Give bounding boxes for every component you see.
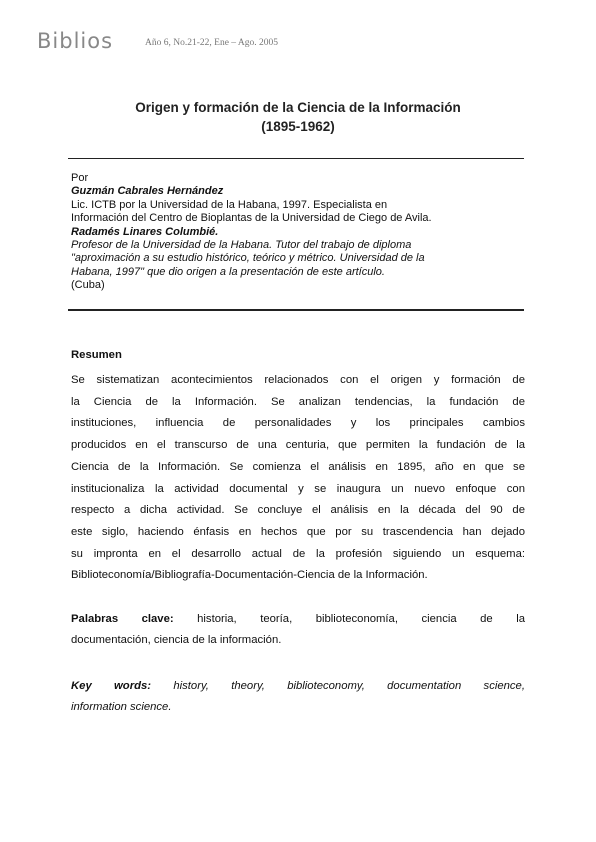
abstract-line: su impronta en el desarrollo actual de la profesión siguiendo un esquema: bbox=[71, 547, 525, 560]
title-line-2: (1895-1962) bbox=[261, 119, 335, 134]
title-line-1: Origen y formación de la Ciencia de la Información bbox=[135, 100, 461, 115]
journal-logo: Biblios bbox=[37, 29, 114, 53]
author-2-name: Radamés Linares Columbié. bbox=[71, 225, 219, 238]
abstract-heading: Resumen bbox=[71, 349, 122, 361]
abstract-line: Ciencia de la Información. Se comienza el análisis en 1895, año en que se bbox=[71, 460, 525, 473]
keywords-en-terms-2: information science. bbox=[71, 701, 172, 713]
abstract-line: producidos en el transcurso de una centuria, que permiten la fundación de la bbox=[71, 439, 525, 452]
abstract-line: Se sistematizan acontecimientos relacionados con el origen y formación de bbox=[71, 374, 525, 386]
keywords-spanish bbox=[71, 609, 525, 651]
country: (Cuba) bbox=[71, 279, 105, 292]
author-2-bio-line-1: Profesor de la Universidad de la Habana. Tutor del trabajo de diploma bbox=[71, 239, 412, 252]
keywords-en-terms-1: history, theory, biblioteconomy, documentation science, bbox=[151, 680, 525, 692]
abstract-line: respecto a dicha actividad. Se concluye el análisis en la década del 90 de bbox=[71, 504, 525, 517]
keywords-es-terms-2: documentación, ciencia de la información. bbox=[71, 634, 282, 646]
author-2-bio-line-2: "aproximación a su estudio histórico, teórico y métrico. Universidad de la bbox=[71, 252, 425, 265]
keywords-en-label: Key words: bbox=[71, 680, 152, 692]
top-divider bbox=[68, 158, 524, 159]
author-1-name: Guzmán Cabrales Hernández bbox=[71, 185, 224, 198]
abstract-text bbox=[71, 370, 525, 587]
abstract-line: institucionaliza la actividad documental y se inaugura un nuevo enfoque con bbox=[71, 482, 525, 495]
keywords-english bbox=[71, 676, 525, 718]
keywords-en-line-1 bbox=[71, 676, 525, 697]
keywords-es-terms-1: historia, teoría, biblioteconomía, ciencia de la bbox=[173, 613, 525, 625]
abstract-line: la Ciencia de la Información. Se analizan tendencias, la fundación de bbox=[71, 395, 525, 408]
keywords-es-line-1 bbox=[71, 609, 525, 630]
article-title bbox=[60, 98, 536, 136]
bottom-divider bbox=[68, 309, 524, 311]
abstract-line: instituciones, influencia de personalidades y los principales cambios bbox=[71, 417, 525, 430]
author-1-bio-line-2: Información del Centro de Bioplantas de la Universidad de Ciego de Avila. bbox=[71, 212, 432, 225]
keywords-es-label: Palabras clave: bbox=[71, 613, 174, 625]
abstract-line: este siglo, haciendo énfasis en hechos que por su trascendencia han dejado bbox=[71, 525, 525, 538]
abstract-line: Biblioteconomía/Bibliografía-Documentación-Ciencia de la Información. bbox=[71, 569, 428, 582]
issue-info: Año 6, No.21-22, Ene – Ago. 2005 bbox=[145, 38, 278, 48]
author-2-bio-line-3: Habana, 1997" que dio origen a la presentación de este artículo. bbox=[71, 265, 385, 278]
by-label: Por bbox=[71, 172, 89, 184]
authors-block bbox=[71, 172, 531, 293]
author-1-bio-line-1: Lic. ICTB por la Universidad de la Habana, 1997. Especialista en bbox=[71, 198, 388, 211]
